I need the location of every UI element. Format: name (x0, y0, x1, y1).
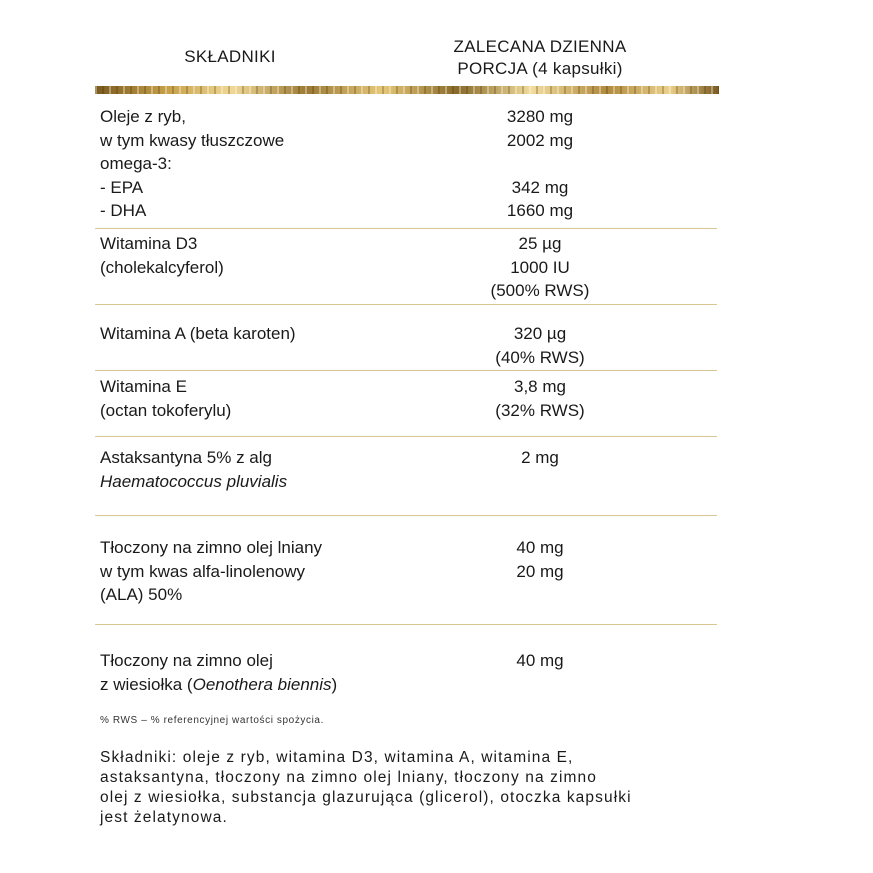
ingredient-name-line: omega-3: (100, 154, 172, 173)
name-suffix: ) (331, 674, 338, 694)
portion-value-line: 3,8 mg (514, 377, 566, 396)
gold-divider-bar (95, 86, 719, 94)
ingredients-line: Składniki: oleje z ryb, witamina D3, witamina A, witamina E, (100, 749, 574, 766)
portion-value-line: 320 µg (513, 324, 567, 343)
ingredient-name-line: Witamina D3 (100, 234, 198, 253)
ingredient-name-line: Astaksantyna 5% z alg (100, 448, 272, 467)
portion-value-line: 25 µg (518, 234, 562, 253)
ingredient-name-cell (100, 649, 400, 696)
ingredient-name-line: Oleje z ryb, (100, 107, 186, 126)
row-separator (95, 228, 717, 229)
portion-value-line: 40 mg (516, 538, 564, 557)
portion-value-line: (40% RWS) (495, 347, 585, 367)
row-separator (95, 624, 717, 625)
column-header-portion-line1: ZALECANA DZIENNA (453, 37, 627, 56)
ingredient-name-cell (100, 446, 400, 493)
row-separator (95, 304, 717, 305)
ingredient-name-cell (100, 105, 400, 223)
ingredient-name-line: w tym kwas alfa-linolenowy (100, 561, 306, 581)
ingredients-line: astaksantyna, tłoczony na zimno olej lniany, tłoczony na zimno (100, 769, 597, 786)
ingredient-name-line: (octan tokoferylu) (100, 400, 232, 420)
portion-value-line: 1660 mg (506, 201, 574, 220)
portion-value-line: (32% RWS) (495, 400, 585, 420)
ingredient-name-line: - EPA (100, 177, 144, 197)
portion-value-line: 3280 mg (506, 107, 574, 126)
ingredient-name-line-mixed (100, 673, 400, 697)
portion-value-line: 20 mg (516, 561, 564, 581)
ingredient-name-line: Witamina A (beta karoten) (100, 324, 296, 343)
ingredient-name-line: Tłoczony na zimno olej (100, 651, 273, 670)
portion-value-cell (440, 649, 640, 673)
ingredient-latin-name: Oenothera biennis (192, 674, 332, 694)
portion-value-line (440, 152, 640, 176)
ingredients-line: olej z wiesiołka, substancja glazurująca (glicerol), otoczka kapsułki (100, 789, 632, 806)
portion-value-cell (440, 375, 640, 422)
ingredient-name-line: Witamina E (100, 377, 187, 396)
portion-value-line: 1000 IU (510, 257, 570, 277)
ingredients-paragraph (100, 748, 740, 828)
column-header-ingredients: SKŁADNIKI (184, 47, 276, 66)
portion-value-line: 2 mg (521, 448, 559, 467)
portion-value-cell (440, 322, 640, 369)
portion-value-cell (440, 105, 640, 223)
ingredient-name-cell (100, 375, 400, 422)
ingredient-name-line: Tłoczony na zimno olej lniany (100, 538, 323, 557)
column-header-daily-portion (400, 36, 680, 80)
ingredient-latin-name: Haematococcus pluvialis (100, 471, 288, 491)
rws-footnote: % RWS – % referencyjnej wartości spożycia. (100, 715, 324, 726)
row-separator (95, 515, 717, 516)
column-header-portion-line2: PORCJA (4 kapsułki) (457, 59, 623, 78)
ingredient-name-cell (100, 536, 400, 607)
ingredient-name-line: w tym kwasy tłuszczowe (100, 130, 285, 150)
ingredient-name-line: (ALA) 50% (100, 585, 183, 604)
row-separator (95, 370, 717, 371)
ingredient-name-line: (cholekalcyferol) (100, 257, 224, 277)
ingredient-name-cell (100, 232, 400, 279)
portion-value-line: 342 mg (511, 177, 569, 197)
portion-value-cell (440, 446, 640, 470)
portion-value-line: 2002 mg (506, 130, 574, 150)
ingredient-name-line: - DHA (100, 201, 147, 220)
portion-value-line: (500% RWS) (490, 281, 590, 300)
portion-value-line: 40 mg (516, 651, 564, 670)
row-separator (95, 436, 717, 437)
portion-value-cell (440, 232, 640, 303)
ingredients-line: jest żelatynowa. (100, 809, 228, 826)
portion-value-cell (440, 536, 640, 583)
ingredient-name-cell (100, 322, 400, 346)
name-prefix: z wiesiołka ( (100, 674, 193, 694)
